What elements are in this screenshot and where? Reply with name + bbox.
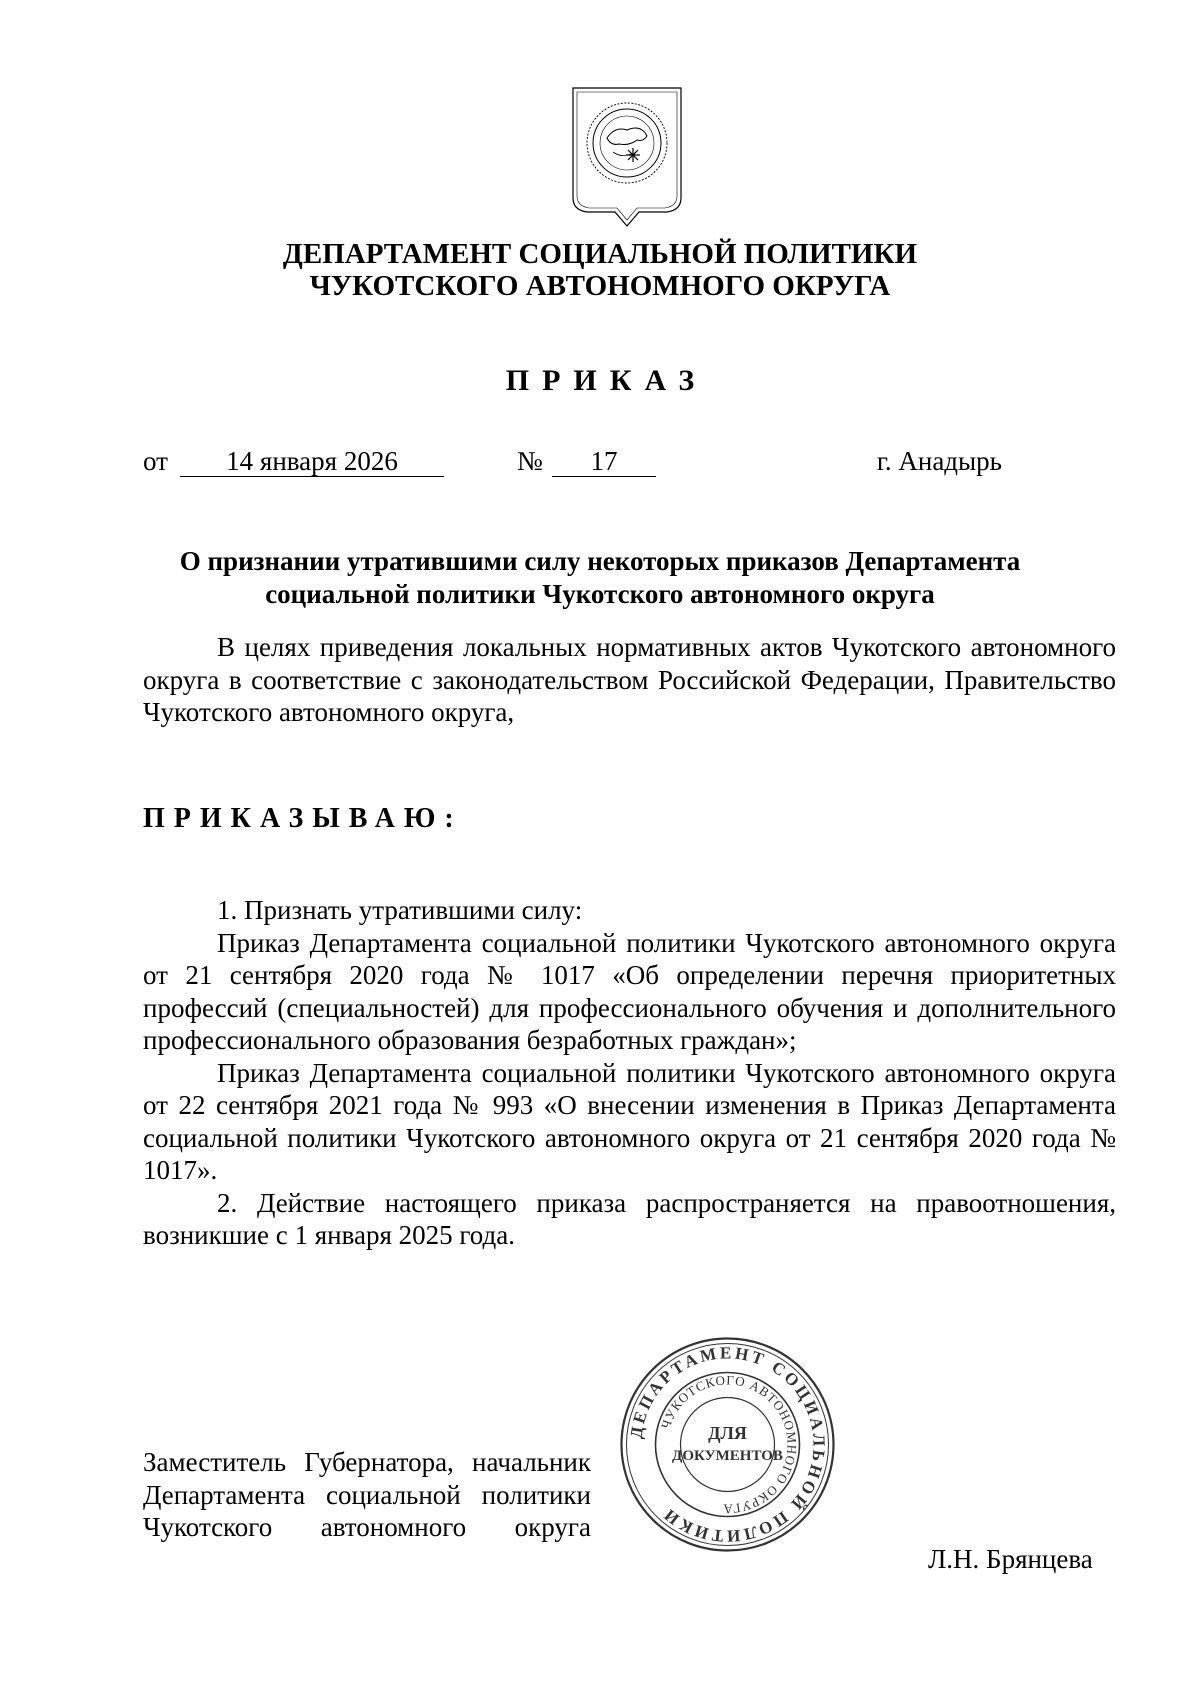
- item-2: 2. Действие настоящего приказа распространяется на правоотношения, возникшие с 1 января 2025 года.: [143, 1187, 1116, 1250]
- item-1: 1. Признать утратившими силу:: [217, 895, 583, 925]
- item-1b: Приказ Департамента социальной политики Чукотского автономного округа от 22 сентября 2021 года № 993 «О внесении изменения в Приказ Департамента социальной политики Чукотского автономного округа от 21 сентября 2020 года № 1017».: [143, 1057, 1116, 1185]
- svg-text:ЧУКОТСКОГО АВТОНОМНОГО ОКРУГА: [658, 1372, 800, 1516]
- subject-line1: О признании утратившими силу некоторых приказов Департамента: [179, 546, 1021, 576]
- org-name-line2: ЧУКОТСКОГО АВТОНОМНОГО ОКРУГА: [309, 270, 891, 302]
- order-subject: [0, 545, 1200, 611]
- number-underline: [552, 476, 656, 477]
- order-number: 17: [590, 446, 618, 476]
- date-underline: [180, 476, 444, 477]
- document-type-title: ПРИКАЗ: [505, 364, 708, 397]
- order-items: [143, 894, 1116, 1252]
- signatory-position: Заместитель Губернатора, начальник Департамента социальной политики Чукотского автономного округа: [143, 1447, 591, 1542]
- orders-heading: ПРИКАЗЫВАЮ:: [143, 803, 463, 834]
- order-date: 14 января 2026: [226, 446, 398, 476]
- date-prefix: от: [143, 446, 168, 476]
- signatory-name: Л.Н. Брянцева: [928, 1544, 1093, 1574]
- stamp-center-line1: ДЛЯ: [708, 1423, 747, 1443]
- stamp-inner-text: ЧУКОТСКОГО АВТОНОМНОГО ОКРУГА: [657, 1372, 800, 1517]
- stamp-center-line2: ДОКУМЕНТОВ: [672, 1448, 783, 1464]
- preamble-paragraph: В целях приведения локальных нормативных актов Чукотского автономного округа в соответствие с законодательством Российской Федерации, Правительство Чукотского автономного округа,: [143, 632, 1116, 727]
- coat-of-arms-emblem: [571, 86, 683, 232]
- stamp-outer-text: ДЕПАРТАМЕНТ СОЦИАЛЬНОЙ ПОЛИТИКИ: [626, 1343, 829, 1546]
- city: г. Анадырь: [876, 446, 1002, 476]
- number-prefix: №: [517, 446, 543, 476]
- org-name-line1: ДЕПАРТАМЕНТ СОЦИАЛЬНОЙ ПОЛИТИКИ: [282, 238, 918, 270]
- subject-line2: социальной политики Чукотского автономного округа: [265, 579, 935, 609]
- item-1a: Приказ Департамента социальной политики Чукотского автономного округа от 21 сентября 2020 года № 1017 «Об определении перечня приоритетных профессий (специальностей) для профессионального обучения и дополнительного профессионального образования безработных граждан»;: [143, 927, 1116, 1055]
- official-stamp: [618, 1335, 837, 1554]
